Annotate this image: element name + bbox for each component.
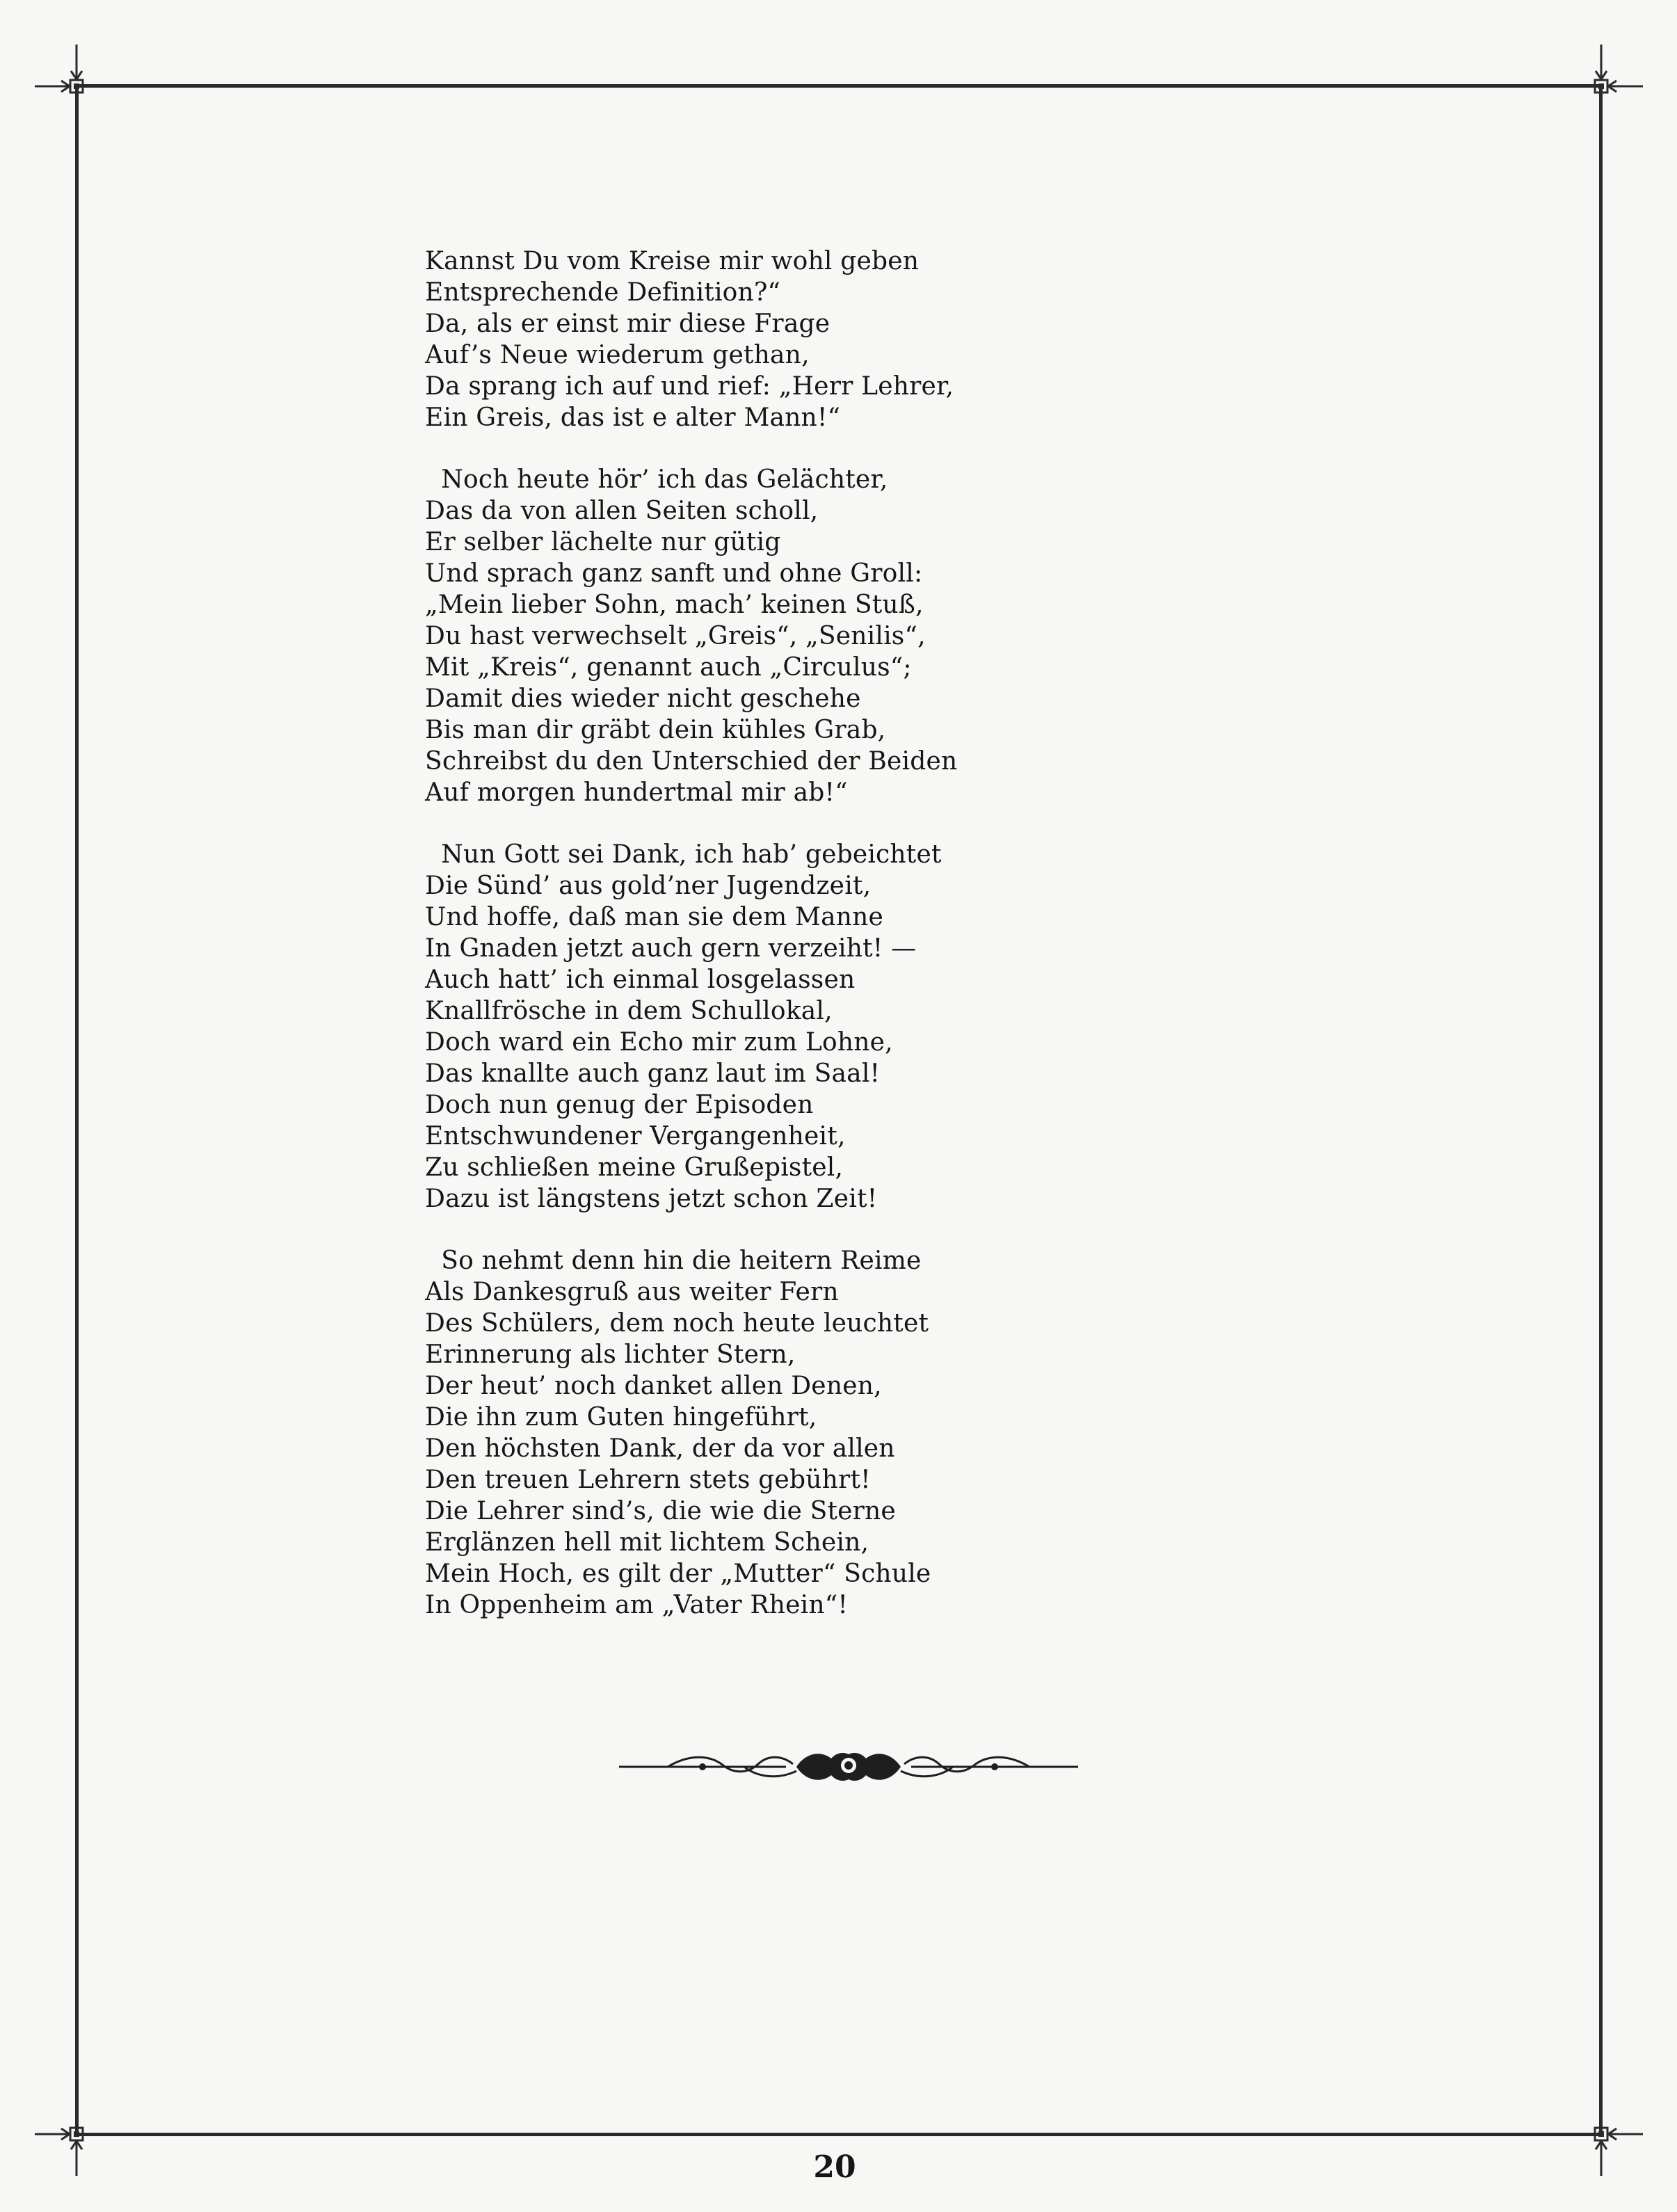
poem-line: Auch hatt’ ich einmal losgelassen — [425, 965, 856, 994]
poem-line: Kannst Du vom Kreise mir wohl geben — [425, 247, 920, 275]
poem-line: So nehmt denn hin die heitern Reime — [425, 1247, 922, 1275]
poem-line: Die Lehrer sind’s, die wie die Sterne — [425, 1497, 896, 1525]
poem-line: Doch nun genug der Episoden — [425, 1091, 814, 1119]
poem-line: Doch ward ein Echo mir zum Lohne, — [425, 1028, 893, 1057]
poem-line: Mit „Kreis“, genannt auch „Circulus“; — [425, 653, 912, 682]
poem-line: Den treuen Lehrern stets gebührt! — [425, 1466, 871, 1494]
poem-line: Nun Gott sei Dank, ich hab’ gebeichtet — [425, 840, 942, 869]
poem-line: Entsprechende Definition?“ — [425, 278, 781, 307]
poem-line: Das da von allen Seiten scholl, — [425, 497, 819, 525]
frame-border-bottom — [78, 2133, 1600, 2136]
poem-line: Als Dankesgruß aus weiter Fern — [425, 1278, 839, 1306]
poem-line: Die ihn zum Guten hingeführt, — [425, 1403, 817, 1432]
poem-stanza-2 — [425, 464, 1190, 808]
corner-arrow-icon — [1559, 45, 1643, 128]
poem-line: Zu schließen meine Grußepistel, — [425, 1153, 844, 1182]
poem-line: In Oppenheim am „Vater Rhein“! — [425, 1591, 848, 1619]
poem-stanza-3 — [425, 839, 1190, 1215]
frame-border-right — [1599, 86, 1603, 2134]
poem-line: Des Schülers, dem noch heute leuchtet — [425, 1309, 929, 1338]
frame-border-left — [75, 86, 79, 2134]
poem-line: Erinnerung als lichter Stern, — [425, 1340, 796, 1369]
poem-line: Auf’s Neue wiederum gethan, — [425, 341, 810, 369]
poem-line: Entschwundener Vergangenheit, — [425, 1122, 846, 1151]
poem-line: Schreibst du den Unterschied der Beiden — [425, 747, 958, 776]
poem-line: Den höchsten Dank, der da vor allen — [425, 1434, 895, 1463]
corner-arrow-icon — [35, 45, 118, 128]
poem-line: Er selber lächelte nur gütig — [425, 528, 781, 556]
poem-stanza-4 — [425, 1245, 1190, 1621]
poem-line: Auf morgen hundertmal mir ab!“ — [425, 778, 848, 807]
poem-line: Bis man dir gräbt dein kühles Grab, — [425, 716, 886, 744]
page-number: 20 — [813, 2149, 856, 2185]
poem-line: Erglänzen hell mit lichtem Schein, — [425, 1528, 869, 1557]
poem-line: Dazu ist längstens jetzt schon Zeit! — [425, 1185, 878, 1213]
poem-line: Du hast verwechselt „Greis“, „Senilis“, — [425, 622, 926, 650]
poem-line: Noch heute hör’ ich das Gelächter, — [425, 465, 888, 494]
corner-arrow-icon — [35, 2092, 118, 2176]
corner-arrow-icon — [1559, 2092, 1643, 2176]
poem-line: Da, als er einst mir diese Frage — [425, 310, 831, 338]
floral-vignette-icon — [619, 1746, 1078, 1788]
poem-line: Und hoffe, daß man sie dem Manne — [425, 903, 884, 931]
poem-line: Der heut’ noch danket allen Denen, — [425, 1372, 882, 1400]
poem-line: Mein Hoch, es gilt der „Mutter“ Schule — [425, 1560, 931, 1588]
poem-stanza-1 — [425, 246, 1190, 433]
poem-line: „Mein lieber Sohn, mach’ keinen Stuß, — [425, 591, 924, 619]
poem-line: Damit dies wieder nicht geschehe — [425, 684, 861, 713]
poem-line: Die Sünd’ aus gold’ner Jugendzeit, — [425, 872, 872, 900]
poem-line: Ein Greis, das ist e alter Mann!“ — [425, 403, 841, 432]
poem-line: Und sprach ganz sanft und ohne Groll: — [425, 559, 923, 588]
poem-line: Das knallte auch ganz laut im Saal! — [425, 1059, 881, 1088]
poem-line: Da sprang ich auf und rief: „Herr Lehrer, — [425, 372, 954, 401]
frame-border-top — [78, 84, 1600, 88]
poem-line: Knallfrösche in dem Schullokal, — [425, 997, 833, 1025]
poem — [425, 246, 1190, 1651]
poem-line: In Gnaden jetzt auch gern verzeiht! — — [425, 934, 917, 963]
